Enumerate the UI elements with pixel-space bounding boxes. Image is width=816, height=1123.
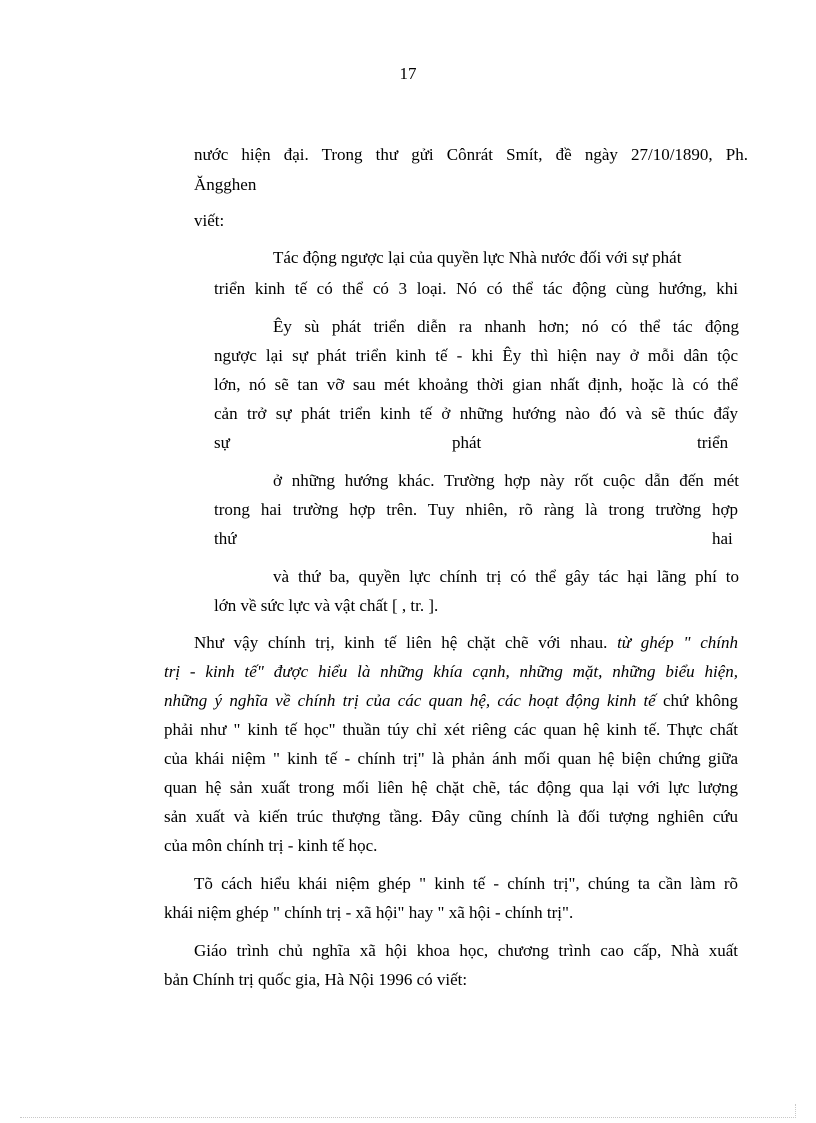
quote-line: Tác động ngược lại của quyền lực Nhà nước đối với sự phát bbox=[273, 248, 682, 267]
quote-line: trong hai trường hợp trên. Tuy nhiên, rõ ràng là trong trường hợp bbox=[214, 500, 738, 519]
quote-line: lớn, nó sẽ tan vỡ sau mét khoảng thời gian nhất định, hoặc là có thể bbox=[214, 375, 738, 394]
quote-word: triển bbox=[697, 433, 729, 452]
quote-line: ở những hướng khác. Trường hợp này rốt cuộc dẫn đến mét bbox=[273, 471, 739, 490]
body-line: bản Chính trị quốc gia, Hà Nội 1996 có viết: bbox=[164, 970, 468, 989]
body-line bbox=[164, 690, 738, 712]
quote-word: hai bbox=[712, 529, 733, 548]
body-line: nước hiện đại. Trong thư gửi Cônrát Smít, đề ngày 27/10/1890, Ph. bbox=[194, 145, 748, 164]
quote-word: thứ bbox=[214, 529, 237, 548]
quote-line: cản trở sự phát triển kinh tế ở những hướng nào đó và sẽ thúc đẩy bbox=[214, 404, 738, 423]
body-line: viết: bbox=[194, 211, 225, 230]
quote-line: lớn về sức lực và vật chất [ , tr. ]. bbox=[214, 596, 439, 615]
body-line: Tõ cách hiểu khái niệm ghép " kinh tế - chính trị", chúng ta cần làm rõ bbox=[194, 874, 738, 893]
body-line: quan hệ sản xuất trong mối liên hệ chặt chẽ, tác động qua lại với lực lượng bbox=[164, 778, 738, 797]
italic-run: từ ghép " chính bbox=[617, 633, 738, 652]
text-run: Như vậy chính trị, kinh tế liên hệ chặt chẽ với nhau. bbox=[194, 633, 618, 652]
page-number: 17 bbox=[399, 64, 417, 83]
quote-word: sự bbox=[214, 433, 230, 452]
body-line: sản xuất và kiến trúc thượng tầng. Đây cũng chính là đối tượng nghiên cứu bbox=[164, 807, 738, 826]
body-line: phải như " kinh tế học" thuần túy chỉ xét riêng các quan hệ kinh tế. Thực chất bbox=[164, 720, 738, 739]
body-line: của môn chính trị - kinh tế học. bbox=[164, 836, 378, 855]
quote-line: Êy sù phát triển diễn ra nhanh hơn; nó có thể tác động bbox=[273, 317, 739, 336]
text-run: chứ không bbox=[655, 691, 738, 710]
quote-word: phát bbox=[452, 433, 482, 452]
body-line: Giáo trình chủ nghĩa xã hội khoa học, chương trình cao cấp, Nhà xuất bbox=[194, 941, 738, 960]
body-line: khái niệm ghép " chính trị - xã hội" hay " xã hội - chính trị". bbox=[164, 903, 574, 922]
page-border-dotted bbox=[20, 1117, 796, 1118]
quote-line: triển kinh tế có thể có 3 loại. Nó có thể tác động cùng hướng, khi bbox=[214, 279, 738, 298]
italic-line: trị - kinh tế" được hiểu là những khía cạnh, những mặt, những biểu hiện, bbox=[164, 662, 738, 681]
body-line: Ăngghen bbox=[194, 175, 257, 194]
quote-line: và thứ ba, quyền lực chính trị có thể gây tác hại lãng phí to bbox=[273, 567, 739, 586]
italic-run: những ý nghĩa về chính trị của các quan hệ, các hoạt động kinh tế bbox=[164, 691, 656, 710]
page-border-dotted-corner bbox=[795, 1104, 796, 1118]
quote-line: ngược lại sự phát triển kinh tế - khi Êy thì hiện nay ở mỗi dân tộc bbox=[214, 346, 738, 365]
body-line bbox=[194, 632, 738, 654]
body-line: của khái niệm " kinh tế - chính trị" là phản ánh mối quan hệ biện chứng giữa bbox=[164, 749, 738, 768]
